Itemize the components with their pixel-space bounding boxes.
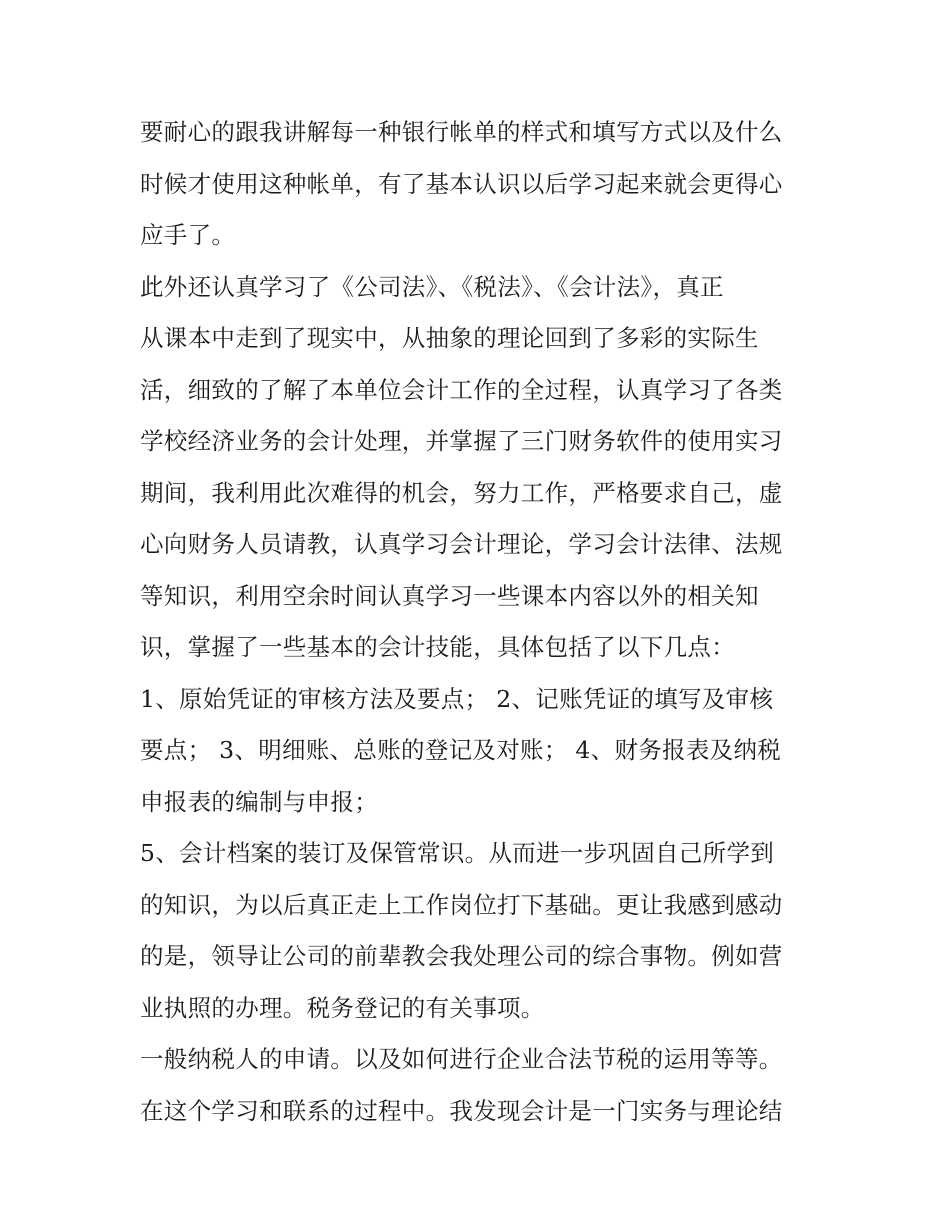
text-line: 申报表的编制与申报； (140, 787, 378, 816)
text-line: 心向财务人员请教，认真学习会计理论，学习会计法律、法规 (140, 530, 783, 558)
text-line: 等知识，利用空余时间认真学习一些课本内容以外的相关知 (140, 581, 759, 610)
text-line: 识，掌握了一些基本的会计技能，具体包括了以下几点： (140, 633, 735, 661)
text-line: 期间，我利用此次难得的机会，努力工作，严格要求自己，虚 (140, 478, 783, 507)
text-line: 要耐心的跟我讲解每一种银行帐单的样式和填写方式以及什么 (140, 118, 783, 146)
text-line: 5、会计档案的装订及保管常识。从而进一步巩固自己所学到 (140, 839, 775, 867)
text-line: 一般纳税人的申请。以及如何进行企业合法节税的运用等等。 (140, 1045, 783, 1073)
body-text (140, 107, 820, 1137)
text-line: 学校经济业务的会计处理，并掌握了三门财务软件的使用实习 (140, 427, 783, 455)
text-line: 的知识，为以后真正走上工作岗位打下基础。更让我感到感动 (140, 890, 783, 919)
text-line: 活，细致的了解了本单位会计工作的全过程，认真学习了各类 (140, 375, 783, 404)
text-line: 1、原始凭证的审核方法及要点； 2、记账凭证的填写及审核 (140, 684, 774, 713)
text-line: 要点； 3、明细账、总账的登记及对账； 4、财务报表及纳税 (140, 736, 782, 764)
text-line: 业执照的办理。税务登记的有关事项。 (140, 993, 545, 1022)
text-line: 应手了。 (140, 221, 236, 249)
text-line: 在这个学习和联系的过程中。我发现会计是一门实务与理论结 (140, 1096, 783, 1125)
text-line: 从课本中走到了现实中，从抽象的理论回到了多彩的实际生 (140, 324, 759, 352)
text-line: 的是，领导让公司的前辈教会我处理公司的综合事物。例如营 (140, 942, 783, 970)
text-line: 此外还认真学习了《公司法》、《税法》、《会计法》，真正 (140, 272, 724, 301)
text-line: 时候才使用这种帐单，有了基本认识以后学习起来就会更得心 (140, 169, 783, 198)
